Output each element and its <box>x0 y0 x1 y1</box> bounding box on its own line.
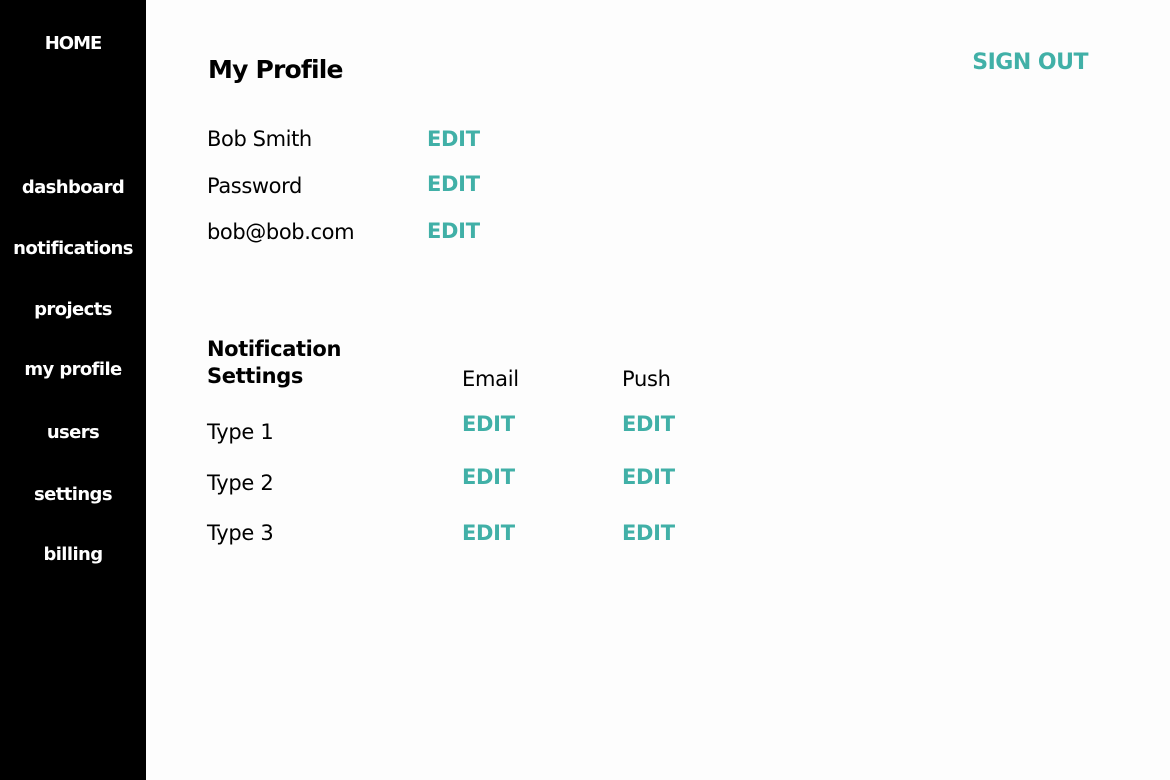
sign-out-button[interactable]: SIGN OUT <box>972 50 1088 75</box>
sidebar-item-notifications[interactable]: notifications <box>13 238 133 259</box>
page-title: My Profile <box>208 55 343 84</box>
email-column-header: Email <box>462 367 519 391</box>
edit-type-3-email-button[interactable]: EDIT <box>462 521 515 545</box>
sidebar <box>0 0 146 780</box>
notification-settings-title-line2: Settings <box>207 364 303 388</box>
sidebar-item-dashboard[interactable]: dashboard <box>21 177 125 198</box>
type-1-label: Type 1 <box>207 420 274 444</box>
notification-settings-title <box>207 336 407 390</box>
type-3-label: Type 3 <box>207 521 274 545</box>
edit-type-3-push-button[interactable]: EDIT <box>622 521 675 545</box>
edit-type-2-push-button[interactable]: EDIT <box>622 465 675 489</box>
main-content <box>146 0 1170 780</box>
password-label: Password <box>207 174 302 198</box>
sidebar-item-users[interactable]: users <box>46 422 100 443</box>
sidebar-item-projects[interactable]: projects <box>34 299 112 320</box>
push-column-header: Push <box>622 367 671 391</box>
edit-name-button[interactable]: EDIT <box>427 127 480 151</box>
sidebar-item-billing[interactable]: billing <box>43 544 103 565</box>
type-2-label: Type 2 <box>207 471 274 495</box>
email-value: bob@bob.com <box>207 220 355 244</box>
name-value: Bob Smith <box>207 127 312 151</box>
edit-password-button[interactable]: EDIT <box>427 172 480 196</box>
edit-type-2-email-button[interactable]: EDIT <box>462 465 515 489</box>
sidebar-item-settings[interactable]: settings <box>34 484 112 505</box>
sidebar-item-my-profile[interactable]: my profile <box>24 359 122 380</box>
edit-email-button[interactable]: EDIT <box>427 219 480 243</box>
home-link[interactable]: HOME <box>44 33 102 54</box>
edit-type-1-push-button[interactable]: EDIT <box>622 412 675 436</box>
notification-settings-title-line1: Notification <box>207 337 342 361</box>
edit-type-1-email-button[interactable]: EDIT <box>462 412 515 436</box>
